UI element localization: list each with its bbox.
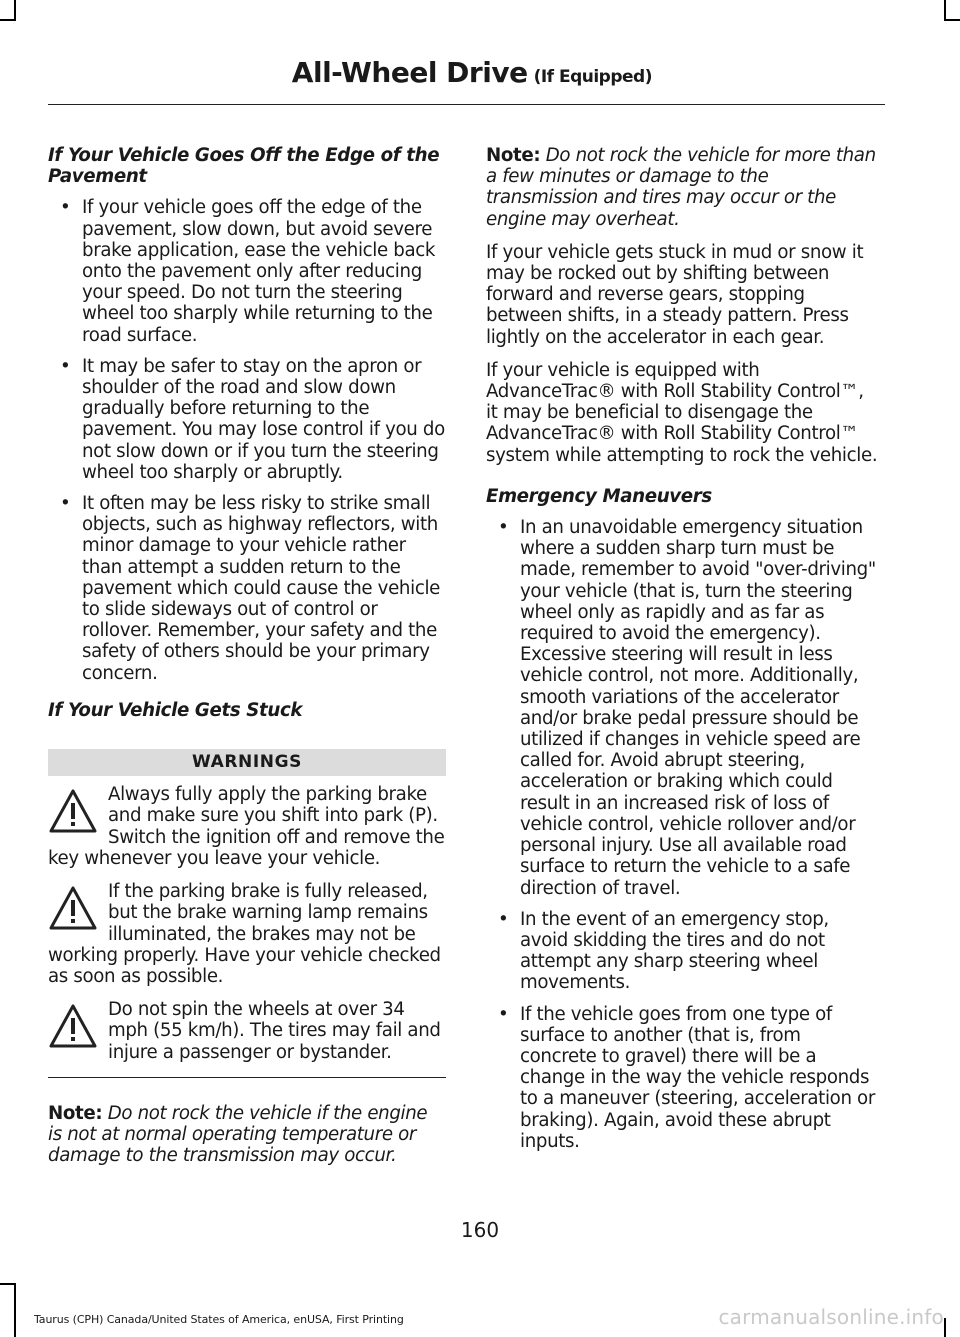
warning-text: If the parking brake is fully released, but the brake warning lamp remains illuminated, the brakes may not be working properly. Have your vehicle checked as soon as possible.: [48, 881, 441, 987]
note-text: Do not rock the vehicle if the engine is not at normal operating temperature or damage to the transmission may occur.: [48, 1102, 428, 1167]
section-heading-emergency: Emergency Maneuvers: [486, 485, 712, 507]
page-header-title: [292, 56, 652, 89]
warnings-header: WARNINGS: [48, 749, 446, 776]
crop-mark: [14, 0, 16, 20]
left-column: [48, 145, 446, 1178]
note-text: Do not rock the vehicle for more than a few minutes or damage to the transmission and tires may occur or the engine may overheat.: [486, 145, 876, 230]
note-label: Note:: [486, 145, 541, 166]
paragraph-rocking: If your vehicle gets stuck in mud or snow it may be rocked out by shifting between forward and reverse gears, stopping between shifts, in a steady pattern. Press lightly on the accelerator in each gear.: [486, 241, 864, 348]
warning-triangle-icon: [48, 1003, 98, 1049]
header-subtitle: (If Equipped): [533, 67, 652, 87]
list-item: • In an unavoidable emergency situation where a sudden sharp turn must be made, remember to avoid "over-driving" your vehicle (that is, turn the steering wheel only as rapidly and as far as required to avoid the emergency). Excessive steering will result in less vehicle control, not more. Additionally, smooth variations of the accelerator and/or brake pedal pressure should be utilized if changes in vehicle speed are called for. Avoid abrupt steering, acceleration or braking which could result in an increased risk of loss of vehicle control, vehicle rollover and/or personal injury. Use all available road surface to return the vehicle to a safe direction of travel.: [486, 517, 880, 899]
crop-mark: [0, 19, 16, 21]
header-title-text: All-Wheel Drive: [291, 56, 528, 89]
page-number: 160: [460, 1218, 500, 1242]
warning-text: Always fully apply the parking brake and make sure you shift into park (P). Switch the ignition off and remove the key whenever you leave your vehicle.: [48, 784, 445, 869]
section-heading-stuck: If Your Vehicle Gets Stuck: [48, 699, 303, 721]
watermark: carmanualsonline.info: [718, 1305, 944, 1329]
emergency-list: [486, 517, 880, 1152]
crop-mark: [944, 1318, 946, 1337]
list-item: • If the vehicle goes from one type of surface to another (that is, from concrete to gravel) there will be a change in the way the vehicle responds to a maneuver (steering, acceleration or braking). Again, avoid these abrupt inputs.: [486, 1004, 880, 1152]
section-heading-off-pavement: If Your Vehicle Goes Off the Edge of the Pavement: [48, 145, 440, 188]
warning-triangle-icon: [48, 885, 98, 931]
crop-mark: [944, 0, 946, 20]
warning-item: [48, 784, 446, 869]
crop-mark: [0, 1283, 16, 1285]
warning-triangle-icon: [48, 788, 98, 834]
right-column: [486, 145, 880, 1165]
warning-item: [48, 881, 446, 987]
footer-edition: Taurus (CPH) Canada/United States of America, enUSA, First Printing: [34, 1313, 404, 1326]
list-item: • If your vehicle goes off the edge of the pavement, slow down, but avoid severe brake application, ease the vehicle back onto the pavement only after reducing your speed. Do not turn the steering wheel too sharply while returning to the road surface.: [48, 197, 446, 345]
note-rocking-duration: [486, 145, 880, 230]
paragraph-advancetrac: If your vehicle is equipped with AdvanceTrac® with Roll Stability Control™, it may be beneficial to disengage the AdvanceTrac® with Roll Stability Control™ system while attempting to rock the vehicle.: [486, 359, 878, 466]
list-item: • It may be safer to stay on the apron or shoulder of the road and slow down gradually before returning to the pavement. You may lose control if you do not slow down or if you turn the steering wheel too sharply or abruptly.: [48, 356, 446, 483]
warning-item: [48, 999, 446, 1063]
list-item: • In the event of an emergency stop, avoid skidding the tires and do not attempt any sharp steering wheel movements.: [486, 909, 880, 994]
crop-mark: [944, 19, 960, 21]
off-pavement-list: [48, 197, 446, 683]
crop-mark: [14, 1283, 16, 1337]
header-divider: [48, 104, 885, 105]
warning-text: Do not spin the wheels at over 34 mph (55 km/h). The tires may fail and injure a passenger or bystander.: [108, 999, 441, 1063]
note-engine-temperature: [48, 1103, 446, 1167]
note-label: Note:: [48, 1102, 103, 1124]
list-item: • It often may be less risky to strike small objects, such as highway reflectors, with minor damage to your vehicle rather than attempt a sudden return to the pavement which could cause the vehicle to slide sideways out of control or rollover. Remember, your safety and the safety of others should be your primary concern.: [48, 493, 446, 684]
warnings-end-divider: [48, 1077, 446, 1078]
